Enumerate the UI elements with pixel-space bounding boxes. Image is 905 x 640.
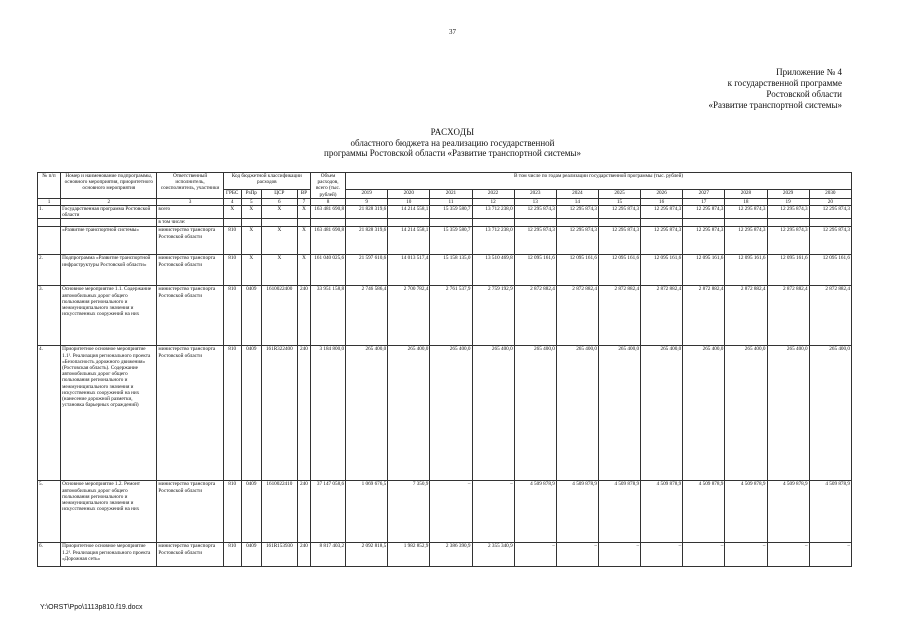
cell-year-value: 14 013 517,4	[388, 255, 430, 286]
cell-csr: Х	[261, 227, 297, 255]
cell-total: 33 951 158,8	[310, 286, 345, 346]
cell-grbs: Х	[223, 206, 241, 219]
cell-year-value: 12 295 874,3	[683, 227, 725, 255]
title-line: программы Ростовской области «Развитие транспортной системы»	[324, 148, 581, 158]
expenses-table	[37, 172, 852, 567]
cell-year-value: 12 295 874,3	[641, 206, 683, 219]
cell-total: 37 147 058,6	[310, 481, 345, 543]
cell-num: 3.	[38, 286, 61, 346]
cell-year-value: 265 400,0	[641, 346, 683, 481]
cell-name: Приоритетное основное мероприятие 1.1¹. Реализация регионального проекта «Безопасность дорожного движения» (Ростовская область). Содержание автомобильных дорог общего пользования регионального и межмуниципального значения и искусственных сооружений на них (нанесение дорожной разметки, установка барьерных ограждений)	[61, 346, 157, 481]
table-row	[38, 206, 852, 219]
table-body	[38, 206, 852, 567]
cell-year-value: 12 095 161,6	[683, 255, 725, 286]
header-year: 2019	[346, 189, 388, 198]
cell-total: 163 481 690,8	[310, 206, 345, 219]
cell-year-value: 4 509 878,9	[514, 481, 556, 543]
cell-year-value: 12 095 161,6	[725, 255, 767, 286]
column-number: 20	[809, 198, 851, 205]
header-volume: Объем расходов, всего (тыс. рублей)	[310, 173, 345, 199]
cell-num	[38, 227, 61, 255]
cell-year-value: 2 872 882,4	[725, 286, 767, 346]
cell-year-value: 13 712 238,0	[472, 227, 514, 255]
column-number-row	[38, 198, 852, 205]
cell-year-value: –	[514, 543, 556, 567]
column-number: 3	[157, 198, 223, 205]
cell-year-value: 265 400,0	[767, 346, 809, 481]
appendix-line: Ростовской области	[766, 89, 842, 99]
cell-year-value: 12 095 161,6	[641, 255, 683, 286]
cell-rzpr: 0409	[241, 286, 261, 346]
cell-year-value: 265 400,0	[683, 346, 725, 481]
cell-executor: министерство транспорта Ростовской области	[157, 346, 223, 481]
header-year: 2027	[683, 189, 725, 198]
header-year: 2025	[598, 189, 640, 198]
cell-year-value: 12 295 874,3	[725, 227, 767, 255]
header-code-group: Код бюджетной классификации расходов	[223, 173, 310, 190]
cell-year-value: 2 092 818,5	[346, 543, 388, 567]
cell-year-value: 2 872 882,4	[683, 286, 725, 346]
cell-year-value: 4 509 878,9	[725, 481, 767, 543]
cell-year-value: 12 095 161,6	[556, 255, 598, 286]
column-number: 10	[388, 198, 430, 205]
cell-year-value: 15 359 580,7	[430, 227, 472, 255]
cell-csr: 1610022400	[261, 286, 297, 346]
cell-year-value: 265 400,0	[556, 346, 598, 481]
header-row	[38, 173, 852, 190]
cell-executor: министерство транспорта Ростовской области	[157, 286, 223, 346]
appendix-line: к государственной программе	[727, 78, 842, 88]
cell-year-value: 2 761 537,9	[430, 286, 472, 346]
cell-vr	[297, 219, 310, 227]
cell-year-value: 12 295 874,3	[598, 227, 640, 255]
title-line: областного бюджета на реализацию государственной	[350, 137, 555, 148]
cell-grbs: 810	[223, 286, 241, 346]
cell-csr	[261, 219, 297, 227]
cell-vr: Х	[297, 255, 310, 286]
cell-year-value	[767, 219, 809, 227]
header-year: 2029	[767, 189, 809, 198]
document-title	[0, 127, 905, 159]
cell-grbs: 810	[223, 346, 241, 481]
cell-year-value: 21 828 319,6	[346, 227, 388, 255]
cell-vr: 240	[297, 346, 310, 481]
header-csr: ЦСР	[261, 189, 297, 198]
cell-year-value: 12 295 874,3	[556, 206, 598, 219]
appendix-line: Приложение № 4	[776, 67, 842, 77]
cell-year-value: 265 400,0	[388, 346, 430, 481]
cell-year-value: 4 509 878,9	[556, 481, 598, 543]
cell-year-value: –	[641, 543, 683, 567]
table-row	[38, 543, 852, 567]
cell-year-value	[725, 219, 767, 227]
cell-rzpr	[241, 219, 261, 227]
cell-year-value	[598, 219, 640, 227]
cell-year-value: 21 597 610,6	[346, 255, 388, 286]
cell-year-value: 15 359 580,7	[430, 206, 472, 219]
cell-year-value: 2 759 192,9	[472, 286, 514, 346]
cell-csr: 1610022410	[261, 481, 297, 543]
cell-year-value: 12 095 161,6	[767, 255, 809, 286]
table-row	[38, 227, 852, 255]
cell-num: 4.	[38, 346, 61, 481]
cell-year-value: 12 095 161,6	[514, 255, 556, 286]
cell-total: 161 040 025,6	[310, 255, 345, 286]
header-num: № п/п	[38, 173, 61, 199]
column-number: 18	[725, 198, 767, 205]
cell-year-value: 12 295 874,3	[767, 227, 809, 255]
cell-executor: министерство транспорта Ростовской области	[157, 227, 223, 255]
column-number: 6	[261, 198, 297, 205]
column-number: 11	[430, 198, 472, 205]
cell-executor: в том числе:	[157, 219, 223, 227]
column-number: 19	[767, 198, 809, 205]
cell-year-value	[514, 219, 556, 227]
cell-executor: всего	[157, 206, 223, 219]
cell-year-value: 12 295 874,3	[641, 227, 683, 255]
cell-vr: Х	[297, 206, 310, 219]
cell-num: 2.	[38, 255, 61, 286]
header-name: Номер и наименование подпрограммы, основного мероприятия, приоритетного основного мероприятия	[61, 173, 157, 199]
header-vr: ВР	[297, 189, 310, 198]
cell-year-value: 2 746 586,4	[346, 286, 388, 346]
cell-executor: министерство транспорта Ростовской области	[157, 255, 223, 286]
cell-year-value: 13 510 469,8	[472, 255, 514, 286]
cell-rzpr: Х	[241, 227, 261, 255]
cell-year-value: –	[472, 481, 514, 543]
cell-year-value: –	[767, 543, 809, 567]
header-grbs: ГРБС	[223, 189, 241, 198]
cell-year-value: 265 400,0	[472, 346, 514, 481]
header-year: 2026	[641, 189, 683, 198]
column-number: 12	[472, 198, 514, 205]
cell-year-value: 12 295 874,3	[514, 227, 556, 255]
cell-name: Основное мероприятие 1.1. Содержание автомобильных дорог общего пользования регионального и межмуниципального значения и искусственных сооружений на них	[61, 286, 157, 346]
cell-year-value: 265 400,0	[346, 346, 388, 481]
cell-total	[310, 219, 345, 227]
cell-rzpr: Х	[241, 206, 261, 219]
cell-rzpr: 0409	[241, 543, 261, 567]
cell-year-value: 12 295 874,3	[683, 206, 725, 219]
cell-year-value: –	[598, 543, 640, 567]
header-year: 2028	[725, 189, 767, 198]
cell-year-value: –	[683, 543, 725, 567]
cell-grbs	[223, 219, 241, 227]
cell-year-value: 2 700 782,4	[388, 286, 430, 346]
cell-year-value	[346, 219, 388, 227]
column-number: 7	[297, 198, 310, 205]
cell-year-value: 2 355 340,9	[472, 543, 514, 567]
file-path-footer: Y:\ORST\Ppo\1113p810.f19.docx	[40, 604, 143, 611]
table-row	[38, 255, 852, 286]
cell-year-value: 4 509 878,9	[683, 481, 725, 543]
table-row	[38, 346, 852, 481]
cell-year-value	[641, 219, 683, 227]
cell-num: 6.	[38, 543, 61, 567]
cell-year-value: 1 982 852,9	[388, 543, 430, 567]
column-number: 13	[514, 198, 556, 205]
header-year: 2020	[388, 189, 430, 198]
cell-year-value: 4 509 878,9	[809, 481, 851, 543]
cell-grbs: 810	[223, 227, 241, 255]
cell-csr: 161R153930	[261, 543, 297, 567]
cell-num	[38, 219, 61, 227]
cell-total: 8 817 403,2	[310, 543, 345, 567]
title-main: РАСХОДЫ	[430, 127, 475, 137]
header-year: 2030	[809, 189, 851, 198]
column-number: 4	[223, 198, 241, 205]
cell-name: «Развитие транспортной системы»	[61, 227, 157, 255]
cell-year-value: 2 386 390,9	[430, 543, 472, 567]
cell-year-value: 13 712 238,0	[472, 206, 514, 219]
cell-vr: 240	[297, 481, 310, 543]
page-number: 37	[449, 28, 456, 36]
cell-year-value: 12 295 874,3	[725, 206, 767, 219]
column-number: 17	[683, 198, 725, 205]
cell-name: Приоритетное основное мероприятие 1.2¹. Реализация регионального проекта «Дорожная сеть»	[61, 543, 157, 567]
cell-num: 5.	[38, 481, 61, 543]
column-number: 14	[556, 198, 598, 205]
cell-year-value	[472, 219, 514, 227]
cell-csr: Х	[261, 206, 297, 219]
column-number: 1	[38, 198, 61, 205]
cell-year-value: 15 158 135,0	[430, 255, 472, 286]
cell-year-value: 2 872 882,4	[809, 286, 851, 346]
cell-year-value: 265 400,0	[598, 346, 640, 481]
column-number: 15	[598, 198, 640, 205]
cell-year-value: –	[430, 481, 472, 543]
table-row	[38, 219, 852, 227]
cell-csr: Х	[261, 255, 297, 286]
cell-name	[61, 219, 157, 227]
cell-executor: министерство транспорта Ростовской области	[157, 481, 223, 543]
header-rzpr: РзПр	[241, 189, 261, 198]
column-number: 16	[641, 198, 683, 205]
cell-vr: 240	[297, 543, 310, 567]
cell-year-value: 7 350,9	[388, 481, 430, 543]
cell-grbs: 810	[223, 481, 241, 543]
cell-year-value: 265 400,0	[725, 346, 767, 481]
cell-grbs: 810	[223, 255, 241, 286]
cell-year-value: 12 295 874,3	[514, 206, 556, 219]
cell-year-value: 4 509 878,9	[598, 481, 640, 543]
cell-csr: 161R322400	[261, 346, 297, 481]
cell-name: Основное мероприятие 1.2. Ремонт автомобильных дорог общего пользования регионального и межмуниципального значения и искусственных сооружений на них	[61, 481, 157, 543]
header-years-group: В том числе по годам реализации государственной программы (тыс. рублей)	[346, 173, 852, 190]
cell-vr: Х	[297, 227, 310, 255]
cell-name: Государственная программа Ростовской области	[61, 206, 157, 219]
cell-name: Подпрограмма «Развитие транспортной инфраструктуры Ростовской области»	[61, 255, 157, 286]
cell-year-value: 12 295 874,3	[809, 227, 851, 255]
cell-total: 3 184 800,0	[310, 346, 345, 481]
cell-year-value: 12 095 161,6	[598, 255, 640, 286]
cell-year-value: 12 095 161,6	[809, 255, 851, 286]
column-number: 5	[241, 198, 261, 205]
cell-rzpr: Х	[241, 255, 261, 286]
header-year: 2022	[472, 189, 514, 198]
appendix-block	[709, 67, 842, 111]
cell-year-value: 4 509 878,9	[767, 481, 809, 543]
cell-year-value: 12 295 874,3	[556, 227, 598, 255]
cell-year-value	[556, 219, 598, 227]
cell-year-value: 2 872 882,4	[767, 286, 809, 346]
cell-year-value: 265 400,0	[809, 346, 851, 481]
column-number: 9	[346, 198, 388, 205]
header-year: 2024	[556, 189, 598, 198]
cell-year-value: 265 400,0	[430, 346, 472, 481]
cell-year-value	[683, 219, 725, 227]
cell-year-value: 21 828 319,6	[346, 206, 388, 219]
cell-year-value: 2 872 882,4	[514, 286, 556, 346]
cell-year-value: 265 400,0	[514, 346, 556, 481]
cell-grbs: 810	[223, 543, 241, 567]
cell-year-value: 2 872 882,4	[641, 286, 683, 346]
cell-rzpr: 0409	[241, 481, 261, 543]
cell-executor: министерство транспорта Ростовской области	[157, 543, 223, 567]
cell-year-value: –	[725, 543, 767, 567]
cell-year-value: 14 214 558,1	[388, 227, 430, 255]
cell-year-value: 12 295 874,3	[598, 206, 640, 219]
cell-year-value: 2 872 882,4	[556, 286, 598, 346]
cell-year-value: –	[809, 543, 851, 567]
cell-year-value	[430, 219, 472, 227]
header-executor: Ответственный исполнитель, соисполнитель, участники	[157, 173, 223, 199]
table-row	[38, 286, 852, 346]
header-year: 2021	[430, 189, 472, 198]
cell-year-value: 12 295 874,3	[809, 206, 851, 219]
table-row	[38, 481, 852, 543]
cell-vr: 240	[297, 286, 310, 346]
cell-year-value: 2 872 882,4	[598, 286, 640, 346]
cell-year-value: 14 214 558,1	[388, 206, 430, 219]
cell-year-value	[388, 219, 430, 227]
cell-year-value: 12 295 874,3	[767, 206, 809, 219]
cell-rzpr: 0409	[241, 346, 261, 481]
cell-num: 1.	[38, 206, 61, 219]
column-number: 8	[310, 198, 345, 205]
cell-year-value: –	[556, 543, 598, 567]
cell-year-value: 1 069 676,5	[346, 481, 388, 543]
appendix-line: «Развитие транспортной системы»	[708, 100, 842, 110]
column-number: 2	[61, 198, 157, 205]
cell-total: 163 481 690,8	[310, 227, 345, 255]
header-year: 2023	[514, 189, 556, 198]
cell-year-value: 4 509 878,9	[641, 481, 683, 543]
cell-year-value	[809, 219, 851, 227]
